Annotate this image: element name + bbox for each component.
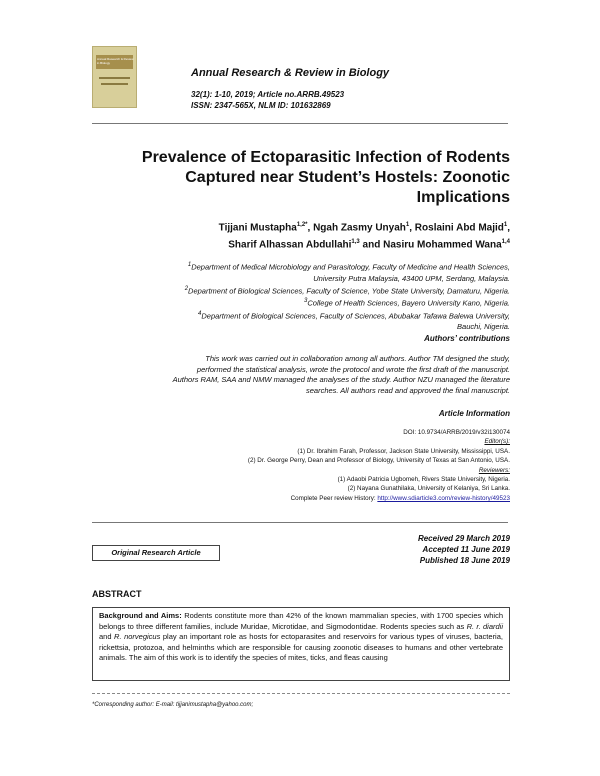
abstract-box: Background and Aims: Rodents constitute more than 42% of the known mammalian species, with 1700 species which belongs to three different families, include Muridae, Microtidae, and Sigmodontidae. Rodents species such as R. r. diardii and R. norvegicus play an important role as hosts for ectoparasites and reservoirs for various types of viruses, bacteria, rickettsia, protozoa, and helminths which are responsible for causing zoonotic diseases to humans and other vertebrate animals. The aim of this work is to identify the species of mites, ticks, and fleas causing — [92, 607, 510, 681]
reviewer-item: (2) Nayana Gunathilaka, University of Kelaniya, Sri Lanka. — [347, 485, 510, 493]
affiliations — [100, 260, 510, 332]
author-sup: 1 — [503, 222, 508, 228]
species-name: R. r. diardii — [466, 621, 503, 631]
affiliation-item: $^1$Department of Medical Microbiology and Parasitology, Faculty of Medicine and Health Sciences, University Putra Malaysia, 43400 UPM, Serdang, Malaysia. — [187, 262, 510, 283]
contributions-text: This work was carried out in collaboration among all authors. Author TM designed the study, performed the statistical analysis, wrote the protocol and wrote the first draft of the manuscript. Authors RAM, SAA and NMW managed the analyses of the study. Author NZU managed the literature searches. All authors read and approved the final manuscript. — [172, 354, 510, 395]
author-sup: 1,4 — [501, 239, 510, 246]
journal-cover-image — [92, 46, 137, 108]
publication-dates — [418, 533, 510, 566]
reviewers-label: Reviewers: — [478, 466, 510, 474]
article-info-heading: Article Information — [438, 409, 510, 418]
author-sup: 1,3 — [351, 239, 360, 246]
journal-name: Annual Research & Review in Biology — [191, 67, 390, 79]
reviewer-item: (1) Adaobi Patricia Ugbomeh, Rivers State University, Nigeria. — [337, 476, 510, 484]
affiliation-item: $^4$Department of Biological Sciences, Faculty of Sciences, Abubakar Tafawa Balewa University, Bauchi, Nigeria. — [198, 310, 510, 331]
editor-item: (2) Dr. George Perry, Dean and Professor of Biology, University of Texas at San Antonio, USA. — [247, 457, 510, 465]
review-history: Complete Peer review History: http://www.sdiarticle3.com/review-history/49523 — [290, 494, 510, 502]
received-date: Received 29 March 2019 — [417, 534, 510, 543]
abstract-heading: ABSTRACT — [92, 589, 142, 599]
contributions-heading: Authors’ contributions — [424, 334, 510, 343]
cover-text: Annual Research & Review in Biology — [97, 57, 134, 65]
author-name: Nasiru Mohammed Wana — [383, 239, 502, 251]
editor-item: (1) Dr. Ibrahim Farah, Professor, Jackson State University, Mississippi, USA. — [297, 447, 510, 455]
author-name: Sharif Alhassan Abdullahi — [228, 239, 352, 251]
header-divider — [92, 123, 508, 124]
accepted-date: Accepted 11 June 2019 — [422, 545, 510, 554]
article-info — [100, 428, 510, 503]
info-divider — [92, 522, 508, 523]
author-name: Ngah Zasmy Unyah — [313, 222, 406, 234]
author-list: Tijjani Mustapha$^{1,2*}$, Ngah Zasmy Unyah$^1$, Roslaini Abd Majid$^1$, Sharif Alhassan Abdullahi$^{1,3}$ and Nasiru Mohammed Wana$^{1,4}$ — [218, 222, 510, 251]
published-date: Published 18 June 2019 — [419, 556, 510, 565]
affiliation-item: $^3$College of Health Sciences, Bayero University Kano, Nigeria. — [304, 298, 510, 308]
journal-citation — [191, 89, 344, 111]
author-sup: 1 — [405, 222, 410, 228]
issn-line: ISSN: 2347-565X, NLM ID: 101632869 — [191, 101, 331, 110]
citation-line: 32(1): 1-10, 2019; Article no.ARRB.49523 — [191, 90, 345, 99]
article-type-badge: Original Research Article — [92, 545, 220, 561]
author-name: Roslaini Abd Majid — [414, 222, 504, 234]
author-name: Tijjani Mustapha — [218, 222, 297, 234]
abstract-bg-label: Background and Aims: — [99, 611, 182, 620]
species-name: R. norvegicus — [114, 632, 161, 642]
affiliation-item: $^2$Department of Biological Sciences, Faculty of Science, Yobe State University, Damaturu, Nigeria. — [184, 285, 510, 295]
paper-title: Prevalence of Ectoparasitic Infection of Rodents Captured near Student’s Hostels: Zoonotic Implications — [141, 149, 510, 206]
editors-label: Editor(s): — [484, 438, 510, 446]
corresponding-author-footnote: *Corresponding author: E-mail: tijjanimustapha@yahoo.com; — [92, 702, 254, 708]
footnote-divider — [92, 693, 510, 694]
review-history-link[interactable]: http://www.sdiarticle3.com/review-history/49523 — [377, 494, 510, 502]
doi: DOI: 10.9734/ARRB/2019/v32i130074 — [403, 429, 510, 436]
author-sup: 1,2* — [296, 222, 308, 228]
